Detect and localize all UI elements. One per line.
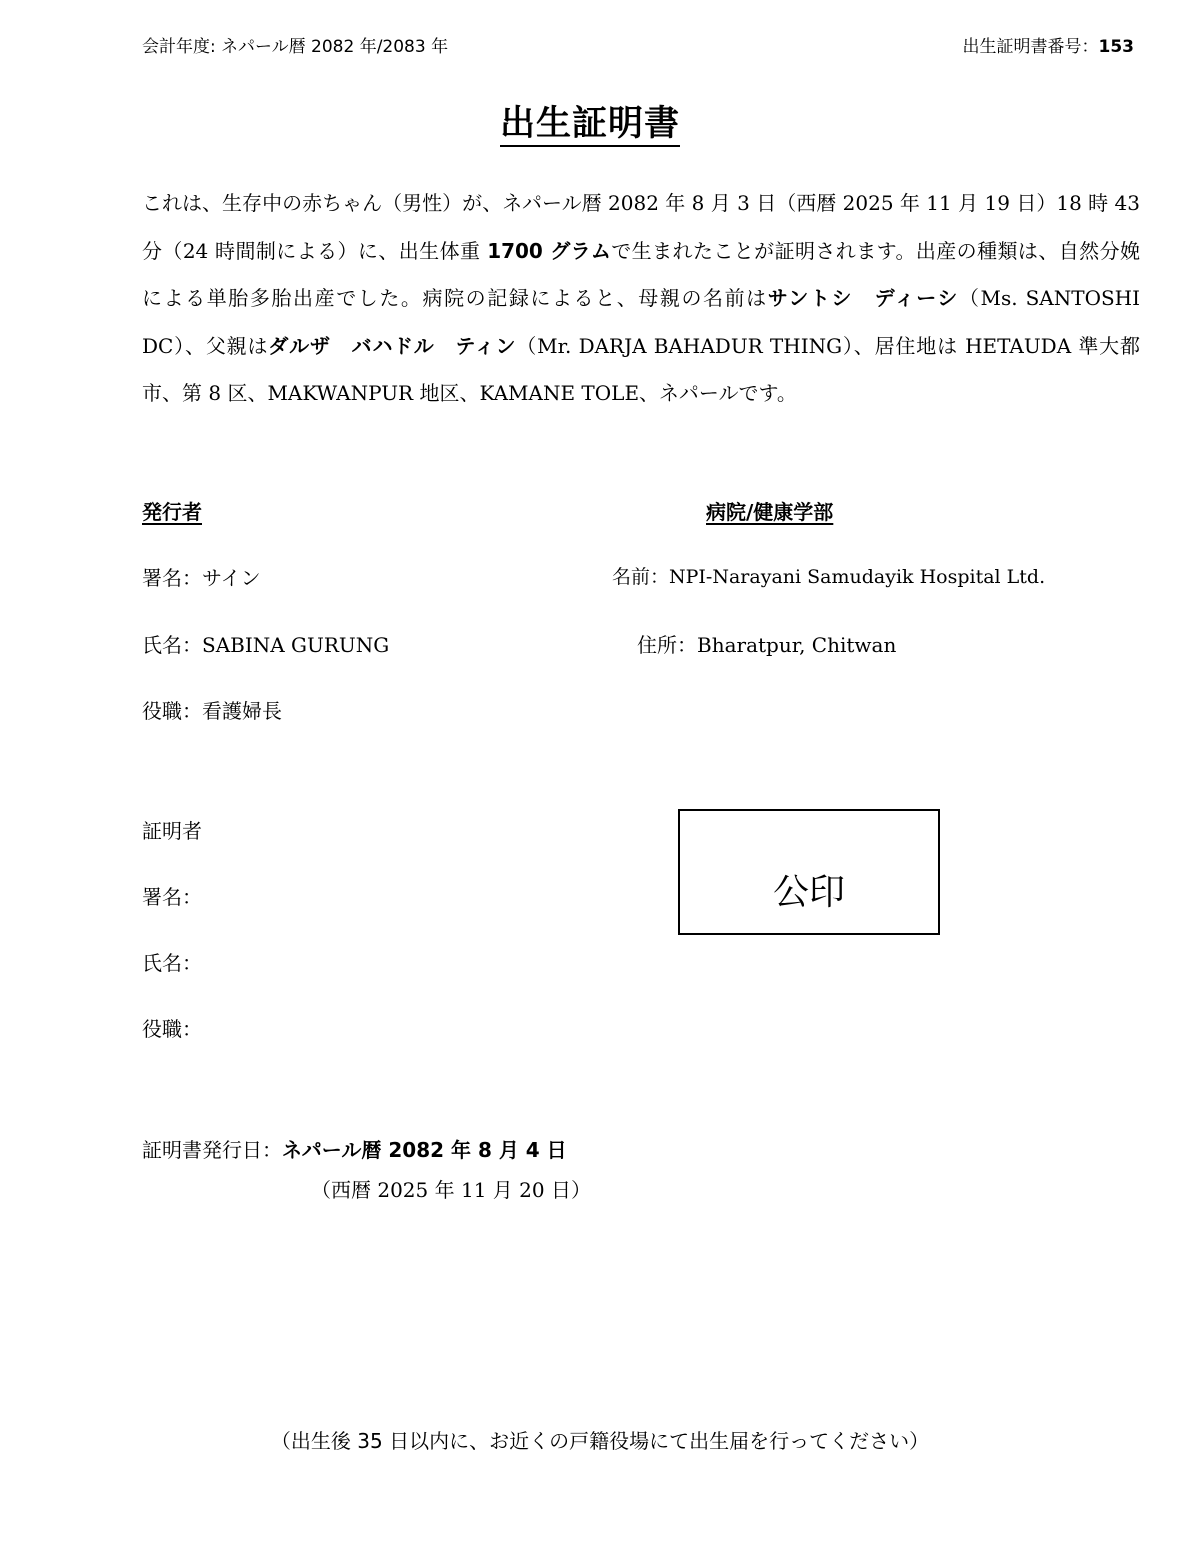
hospital-name-value: NPI-Narayani Samudayik Hospital Ltd.	[669, 566, 1046, 588]
issuer-signature-label: 署名：	[142, 566, 202, 590]
issuer-signature-value: サイン	[202, 566, 261, 590]
issue-date-nepali: ネパール暦 2082 年 8 月 4 日	[282, 1138, 567, 1162]
issuer-position	[142, 695, 282, 724]
body-text-4: （Mr. DARJA BAHADUR THING）、居住地は HETAUDA 準大都市、第 8 区、MAKWANPUR 地区、KAMANE TOLE、ネパールです。	[142, 333, 1141, 405]
issuer-name	[142, 629, 389, 658]
hospital-name	[612, 562, 1045, 589]
issue-date-label: 証明書発行日：	[142, 1138, 282, 1162]
certificate-number-label: 出生証明書番号：	[962, 37, 1099, 57]
issuer-position-label: 役職：	[142, 699, 202, 723]
hospital-address-label: 住所：	[637, 633, 697, 657]
document-title	[0, 96, 1180, 146]
certifier-name-label: 氏名：	[142, 951, 202, 975]
issue-date-gregorian: （西暦 2025 年 11 月 20 日）	[311, 1178, 591, 1202]
body-text-2: で生まれたことが証明されます。出産の種類は、自然分娩による単胎多胎出産でした。病院の記録によると、母親の名前は	[142, 238, 1140, 310]
certifier-position-label: 役職：	[142, 1017, 202, 1041]
body-text-3: （Ms. SANTOSHI DC）、父親は	[142, 286, 1141, 358]
issuer-heading: 発行者	[142, 500, 202, 524]
certifier-signature-label: 署名：	[142, 885, 202, 909]
registration-notice: （出生後 35 日以内に、お近くの戸籍役場にて出生届を行ってください）	[270, 1429, 930, 1453]
certificate-number	[963, 32, 1135, 57]
certificate-number-value: 153	[1098, 37, 1134, 57]
issuer-position-value: 看護婦長	[202, 699, 282, 723]
hospital-address-value: Bharatpur, Chitwan	[697, 633, 897, 657]
fiscal-year: 会計年度: ネパール暦 2082 年/2083 年	[142, 37, 449, 57]
birth-weight: 1700 グラム	[487, 238, 612, 263]
body-text-1: これは、生存中の赤ちゃん（男性）が、ネパール暦 2082 年 8 月 3 日（西暦 2025 年 11 月 19 日）18 時 43 分（24 時間制による）に、出生体重	[142, 191, 1140, 263]
issuer-name-value: SABINA GURUNG	[202, 633, 390, 657]
issue-date	[142, 1134, 567, 1163]
hospital-name-label: 名前：	[612, 566, 670, 588]
father-name: ダルザ バハドル ティン	[268, 333, 517, 358]
mother-name: サントシ ディーシ	[767, 286, 959, 310]
certifier-heading: 証明者	[142, 819, 202, 843]
official-seal-label: 公印	[772, 872, 845, 913]
issuer-signature	[142, 562, 261, 591]
hospital-address	[637, 629, 896, 658]
certificate-body	[142, 180, 1140, 418]
hospital-heading: 病院/健康学部	[706, 500, 834, 524]
issuer-name-label: 氏名：	[142, 633, 202, 657]
official-seal-box	[678, 809, 940, 935]
document-title-text: 出生証明書	[500, 104, 680, 147]
